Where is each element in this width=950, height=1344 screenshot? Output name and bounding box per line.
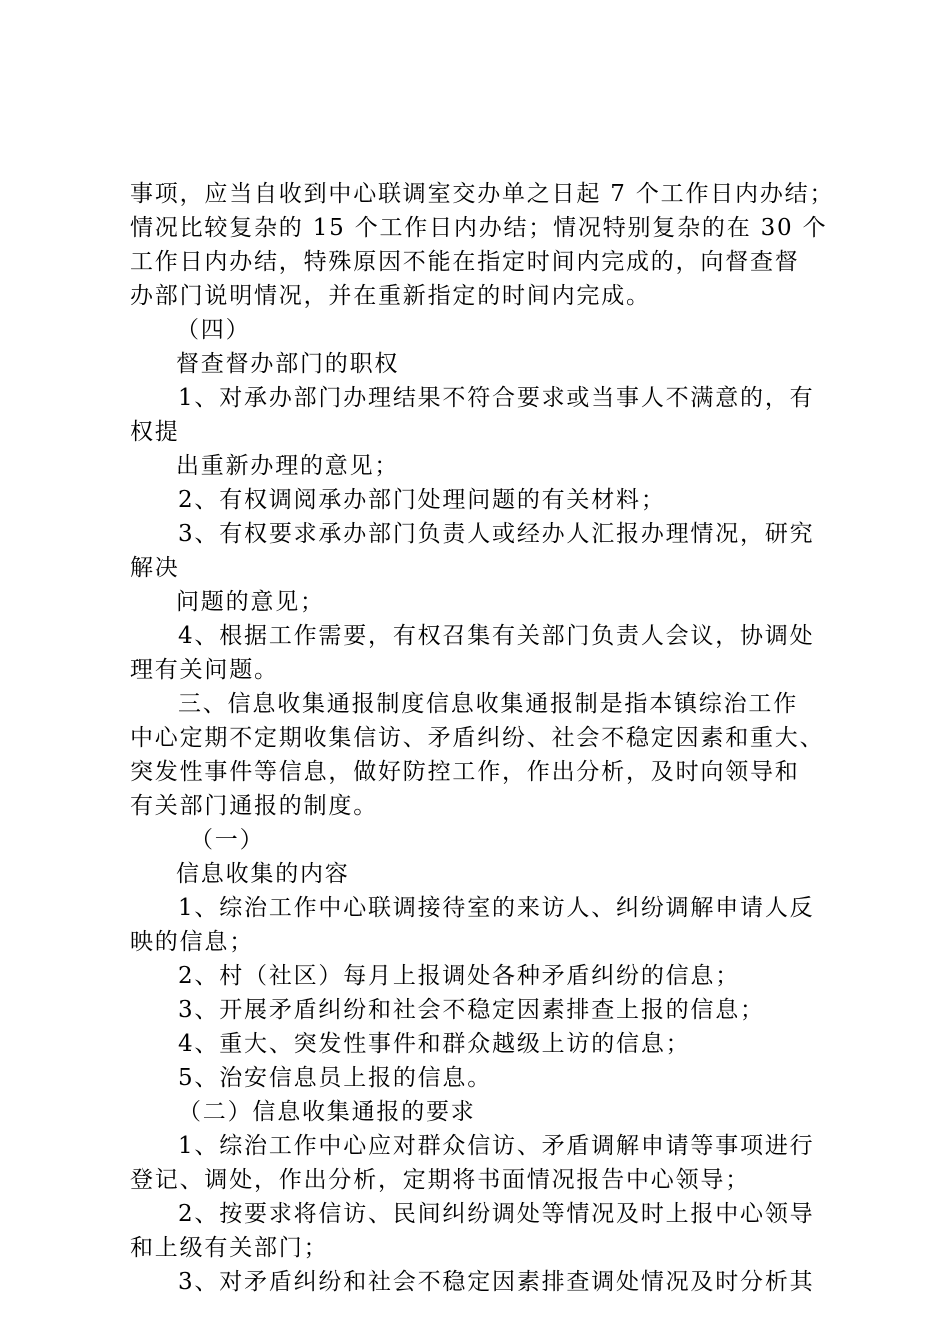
text-line: 登记、调处，作出分析，定期将书面情况报告中心领导； — [130, 1167, 750, 1193]
text-line: 4、根据工作需要，有权召集有关部门负责人会议，协调处 — [178, 623, 815, 649]
text-line: 中心定期不定期收集信访、矛盾纠纷、社会不稳定因素和重大、 — [130, 725, 825, 751]
text-line: 3、对矛盾纠纷和社会不稳定因素排查调处情况及时分析其 — [178, 1269, 815, 1295]
text-line: 理有关问题。 — [130, 657, 279, 683]
text-line: 问题的意见； — [176, 589, 325, 615]
text-line: 工作日内办结，特殊原因不能在指定时间内完成的，向督查督 — [130, 249, 800, 275]
text-line: 2、按要求将信访、民间纠纷调处等情况及时上报中心领导 — [178, 1201, 815, 1227]
text-line: 突发性事件等信息，做好防控工作，作出分析，及时向领导和 — [130, 759, 800, 785]
section-heading-4: （四） — [176, 317, 251, 343]
text-line: 1、综治工作中心应对群众信访、矛盾调解申请等事项进行 — [178, 1133, 815, 1159]
text-line: 2、村（社区）每月上报调处各种矛盾纠纷的信息； — [178, 963, 741, 989]
text-line: 4、重大、突发性事件和群众越级上访的信息； — [178, 1031, 691, 1057]
text-line: 1、对承办部门办理结果不符合要求或当事人不满意的，有 — [178, 385, 815, 411]
text-line: 有关部门通报的制度。 — [130, 793, 378, 819]
section-heading-1: （一） — [190, 827, 265, 853]
text-line: 事项，应当自收到中心联调室交办单之日起 7 个工作日内办结； — [130, 181, 835, 207]
text-line: 1、综治工作中心联调接待室的来访人、纠纷调解申请人反 — [178, 895, 815, 921]
section-title: 督查督办部门的职权 — [176, 351, 400, 377]
text-line: 权提 — [130, 419, 180, 445]
section-heading-2: （二）信息收集通报的要求 — [178, 1099, 476, 1125]
text-line: 3、有权要求承办部门负责人或经办人汇报办理情况，研究 — [178, 521, 815, 547]
text-line: 2、有权调阅承办部门处理问题的有关材料； — [178, 487, 666, 513]
text-line: 情况比较复杂的 15 个工作日内办结；情况特别复杂的在 30 个 — [130, 215, 828, 241]
text-line: 3、开展矛盾纠纷和社会不稳定因素排查上报的信息； — [178, 997, 765, 1023]
text-line: 三、信息收集通报制度信息收集通报制是指本镇综治工作 — [178, 691, 798, 717]
section-title: 信息收集的内容 — [176, 861, 350, 887]
text-line: 出重新办理的意见； — [176, 453, 400, 479]
text-line: 办部门说明情况，并在重新指定的时间内完成。 — [130, 283, 651, 309]
text-line: 和上级有关部门； — [130, 1235, 329, 1261]
text-line: 映的信息； — [130, 929, 254, 955]
text-line: 解决 — [130, 555, 180, 581]
text-line: 5、治安信息员上报的信息。 — [178, 1065, 493, 1091]
